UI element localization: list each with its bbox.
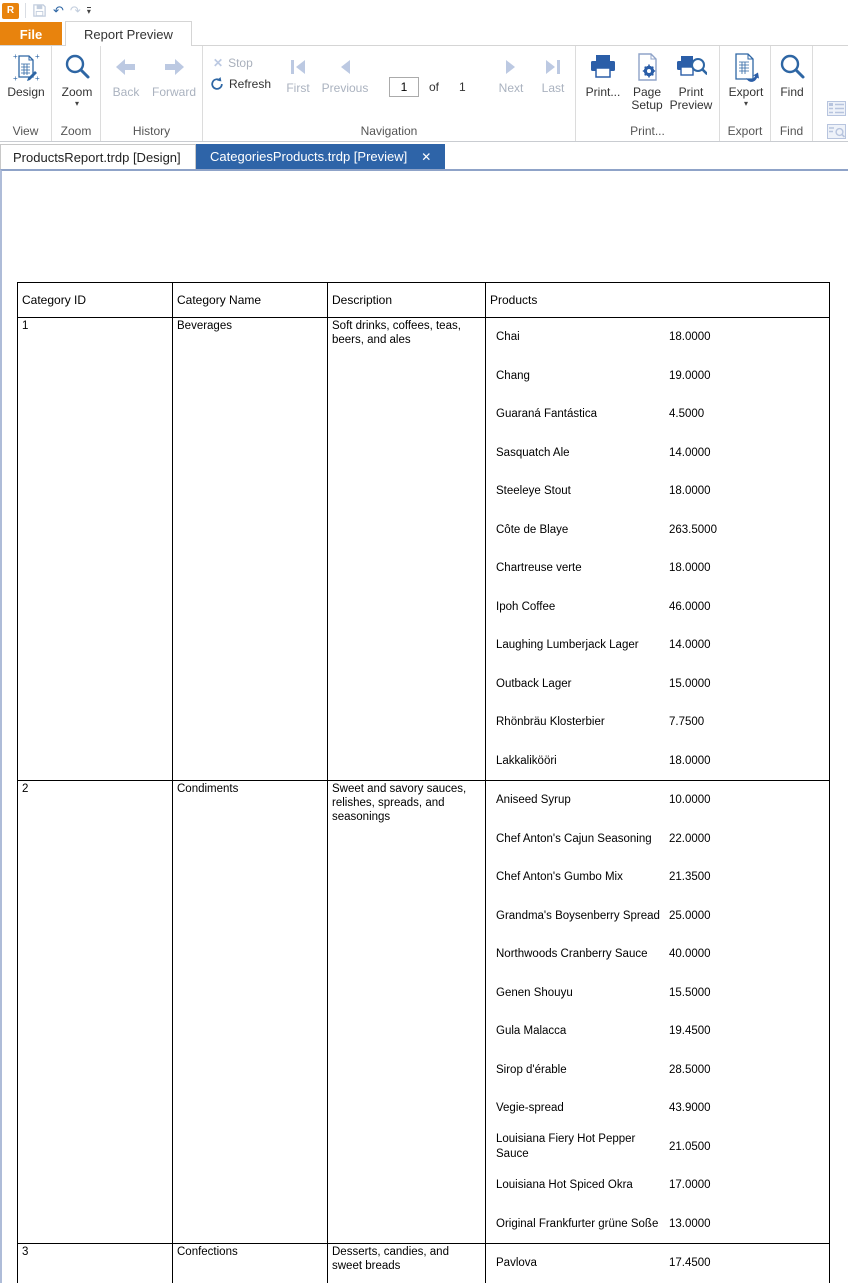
product-row <box>486 549 829 588</box>
zoom-dropdown-icon: ▾ <box>74 99 79 108</box>
product-row <box>486 1051 829 1090</box>
product-price: 40.0000 <box>669 948 711 961</box>
print-button[interactable] <box>580 50 626 99</box>
ribbon <box>0 45 848 142</box>
doc-tab-categories-products[interactable] <box>196 144 445 169</box>
category-row <box>18 781 829 1244</box>
product-row <box>486 318 829 357</box>
group-label-view: View <box>12 124 39 138</box>
first-page-button[interactable] <box>275 54 321 95</box>
product-name: Genen Shouyu <box>496 986 573 999</box>
column-header: Category ID <box>18 283 173 317</box>
product-row <box>486 781 829 820</box>
product-row <box>486 974 829 1013</box>
design-icon <box>10 50 42 84</box>
product-price: 28.5000 <box>669 1063 711 1076</box>
doc-tab-products-report[interactable] <box>0 144 196 169</box>
category-id-cell: 2 <box>18 781 173 1243</box>
product-row <box>486 626 829 665</box>
product-name: Lakkalikööri <box>496 754 557 767</box>
ribbon-group-find <box>771 46 813 141</box>
page-setup-button[interactable] <box>624 50 670 112</box>
group-label-history: History <box>132 124 171 138</box>
group-label-find: Find <box>779 124 804 138</box>
next-page-icon <box>503 54 519 80</box>
export-label: Export <box>728 85 764 99</box>
product-price: 4.5000 <box>669 408 705 421</box>
ribbon-group-history <box>101 46 203 141</box>
page-setup-icon <box>632 50 662 84</box>
product-price: 18.0000 <box>669 754 711 767</box>
find-icon <box>777 50 807 84</box>
product-row <box>486 1089 829 1128</box>
product-name: Gula Malacca <box>496 1025 567 1038</box>
export-icon <box>730 50 762 84</box>
first-page-icon <box>288 54 308 80</box>
back-label: Back <box>112 85 140 99</box>
product-row <box>486 665 829 704</box>
of-label: of <box>429 80 440 94</box>
product-price: 15.5000 <box>669 986 711 999</box>
ribbon-group-export <box>720 46 771 141</box>
ribbon-group-zoom <box>52 46 101 141</box>
product-price: 13.0000 <box>669 1217 711 1230</box>
product-name: Original Frankfurter grüne Soße <box>496 1217 659 1230</box>
group-label-export: Export <box>727 124 763 138</box>
refresh-icon <box>210 77 224 91</box>
category-description-cell: Desserts, candies, and sweet breads <box>328 1244 486 1283</box>
category-description-cell: Sweet and savory sauces, relishes, spreads, and seasonings <box>328 781 486 1243</box>
export-button[interactable] <box>723 50 769 108</box>
forward-button[interactable] <box>151 50 197 99</box>
products-cell <box>486 1244 829 1283</box>
close-tab-icon[interactable]: ✕ <box>421 149 432 164</box>
product-name: Louisiana Fiery Hot Pepper Sauce <box>496 1133 636 1160</box>
doc-tab-label: ProductsReport.trdp [Design] <box>13 149 181 165</box>
product-row <box>486 357 829 396</box>
zoom-button[interactable] <box>54 50 100 108</box>
divider <box>25 3 26 18</box>
product-row <box>486 742 829 781</box>
report-preview-area[interactable] <box>0 169 848 1283</box>
print-label: Print... <box>585 85 621 99</box>
category-row <box>18 1244 829 1283</box>
page-count-label: 1 <box>459 80 466 94</box>
show-search-panel-icon[interactable] <box>827 124 846 139</box>
next-page-button[interactable] <box>488 54 534 95</box>
product-price: 14.0000 <box>669 639 711 652</box>
category-name-cell: Confections <box>173 1244 328 1283</box>
customize-quick-access-icon[interactable]: ▾ <box>86 6 91 16</box>
product-name: Chartreuse verte <box>496 562 582 575</box>
product-row <box>486 511 829 550</box>
product-price: 46.0000 <box>669 600 711 613</box>
ribbon-group-view <box>0 46 52 141</box>
product-name: Louisiana Hot Spiced Okra <box>496 1179 633 1192</box>
svg-text:+: + <box>13 52 18 61</box>
product-row <box>486 858 829 897</box>
design-label: Design <box>7 85 45 99</box>
category-description-cell: Soft drinks, coffees, teas, beers, and ales <box>328 318 486 780</box>
back-icon <box>112 50 140 84</box>
products-cell <box>486 781 829 1243</box>
product-row <box>486 897 829 936</box>
stop-label: Stop <box>228 56 253 70</box>
column-header: Products <box>490 292 538 307</box>
product-name: Côte de Blaye <box>496 523 569 536</box>
category-row <box>18 318 829 781</box>
previous-label: Previous <box>321 81 369 95</box>
group-label-zoom: Zoom <box>60 124 92 138</box>
product-row <box>486 1166 829 1205</box>
product-name: Grandma's Boysenberry Spread <box>496 909 660 922</box>
product-row <box>486 472 829 511</box>
product-name: Aniseed Syrup <box>496 794 571 807</box>
page-setup-label: Page Setup <box>631 85 663 112</box>
print-preview-label: Print Preview <box>669 85 713 112</box>
product-row <box>486 395 829 434</box>
product-name: Chef Anton's Gumbo Mix <box>496 871 623 884</box>
file-tab[interactable]: File <box>0 22 62 46</box>
product-name: Sirop d'érable <box>496 1063 567 1076</box>
stop-icon: ✕ <box>213 56 224 70</box>
product-name: Outback Lager <box>496 677 572 690</box>
column-header: Category Name <box>173 283 328 317</box>
column-header: Description <box>328 283 486 317</box>
last-label: Last <box>541 81 565 95</box>
category-id-cell: 1 <box>18 318 173 780</box>
category-id-cell: 3 <box>18 1244 173 1283</box>
page-number-input[interactable] <box>389 77 419 97</box>
product-price: 17.0000 <box>669 1179 711 1192</box>
next-label: Next <box>498 81 524 95</box>
products-cell <box>486 318 829 780</box>
product-row <box>486 1012 829 1051</box>
product-price: 43.9000 <box>669 1102 711 1115</box>
tab-report-preview[interactable]: Report Preview <box>65 21 192 46</box>
product-row <box>486 1128 829 1167</box>
product-name: Rhönbräu Klosterbier <box>496 716 605 729</box>
product-price: 10.0000 <box>669 794 711 807</box>
ribbon-group-navigation <box>203 46 576 141</box>
group-label-print: Print... <box>630 124 665 138</box>
product-name: Chef Anton's Cajun Seasoning <box>496 832 652 845</box>
product-row <box>486 1244 829 1283</box>
redo-icon[interactable]: ↷ <box>69 2 81 18</box>
show-parameters-panel-icon[interactable] <box>827 101 846 116</box>
product-row <box>486 434 829 473</box>
quick-access-toolbar <box>0 0 848 21</box>
save-icon[interactable] <box>32 3 47 18</box>
ribbon-group-print <box>576 46 720 141</box>
product-name: Steeleye Stout <box>496 485 571 498</box>
product-price: 7.7500 <box>669 716 705 729</box>
product-price: 18.0000 <box>669 331 711 344</box>
back-button[interactable] <box>103 50 149 99</box>
product-price: 25.0000 <box>669 909 711 922</box>
last-page-button[interactable] <box>530 54 576 95</box>
svg-text:+: + <box>35 52 40 61</box>
forward-label: Forward <box>151 85 196 99</box>
product-name: Guaraná Fantástica <box>496 408 598 421</box>
svg-text:+: + <box>35 74 40 83</box>
product-row <box>486 1205 829 1244</box>
zoom-label: Zoom <box>61 85 93 99</box>
product-name: Pavlova <box>496 1257 537 1270</box>
refresh-label: Refresh <box>229 77 272 91</box>
stop-button[interactable] <box>213 56 253 70</box>
product-name: Chang <box>496 369 530 382</box>
product-price: 15.0000 <box>669 677 711 690</box>
product-price: 263.5000 <box>669 523 717 536</box>
ribbon-tab-bar <box>0 21 848 46</box>
doc-tab-label: CategoriesProducts.trdp [Preview] <box>210 149 408 164</box>
product-price: 22.0000 <box>669 832 711 845</box>
product-name: Chai <box>496 331 520 344</box>
product-price: 18.0000 <box>669 485 711 498</box>
product-price: 18.0000 <box>669 562 711 575</box>
product-row <box>486 588 829 627</box>
table-header-row <box>18 283 829 318</box>
group-label-navigation: Navigation <box>360 124 418 138</box>
product-name: Northwoods Cranberry Sauce <box>496 948 648 961</box>
first-label: First <box>286 81 310 95</box>
last-page-icon <box>543 54 563 80</box>
product-name: Laughing Lumberjack Lager <box>496 639 639 652</box>
find-label: Find <box>780 85 804 99</box>
previous-page-button[interactable] <box>322 54 368 95</box>
product-row <box>486 820 829 859</box>
product-name: Sasquatch Ale <box>496 446 570 459</box>
svg-text:+: + <box>13 74 18 83</box>
print-preview-icon <box>675 50 707 84</box>
product-row <box>486 935 829 974</box>
app-icon[interactable]: R <box>2 3 19 19</box>
document-tab-bar <box>0 144 848 169</box>
product-price: 21.0500 <box>669 1140 711 1153</box>
report-table <box>17 282 830 1283</box>
product-name: Vegie-spread <box>496 1102 564 1115</box>
refresh-button[interactable] <box>210 77 271 91</box>
print-preview-button[interactable] <box>668 50 714 112</box>
previous-page-icon <box>337 54 353 80</box>
panel-toggle-icons <box>827 101 846 139</box>
product-price: 14.0000 <box>669 446 711 459</box>
category-name-cell: Beverages <box>173 318 328 780</box>
design-button[interactable] <box>3 50 49 99</box>
zoom-icon <box>62 50 92 84</box>
undo-icon[interactable]: ↶ <box>53 2 64 18</box>
export-dropdown-icon: ▾ <box>743 99 748 108</box>
product-price: 21.3500 <box>669 871 711 884</box>
product-price: 19.4500 <box>669 1025 711 1038</box>
forward-icon <box>160 50 188 84</box>
category-name-cell: Condiments <box>173 781 328 1243</box>
print-icon <box>588 50 618 84</box>
find-button[interactable] <box>769 50 815 99</box>
product-price: 17.4500 <box>669 1257 711 1270</box>
product-price: 19.0000 <box>669 369 711 382</box>
product-name: Ipoh Coffee <box>496 600 556 613</box>
product-row <box>486 703 829 742</box>
